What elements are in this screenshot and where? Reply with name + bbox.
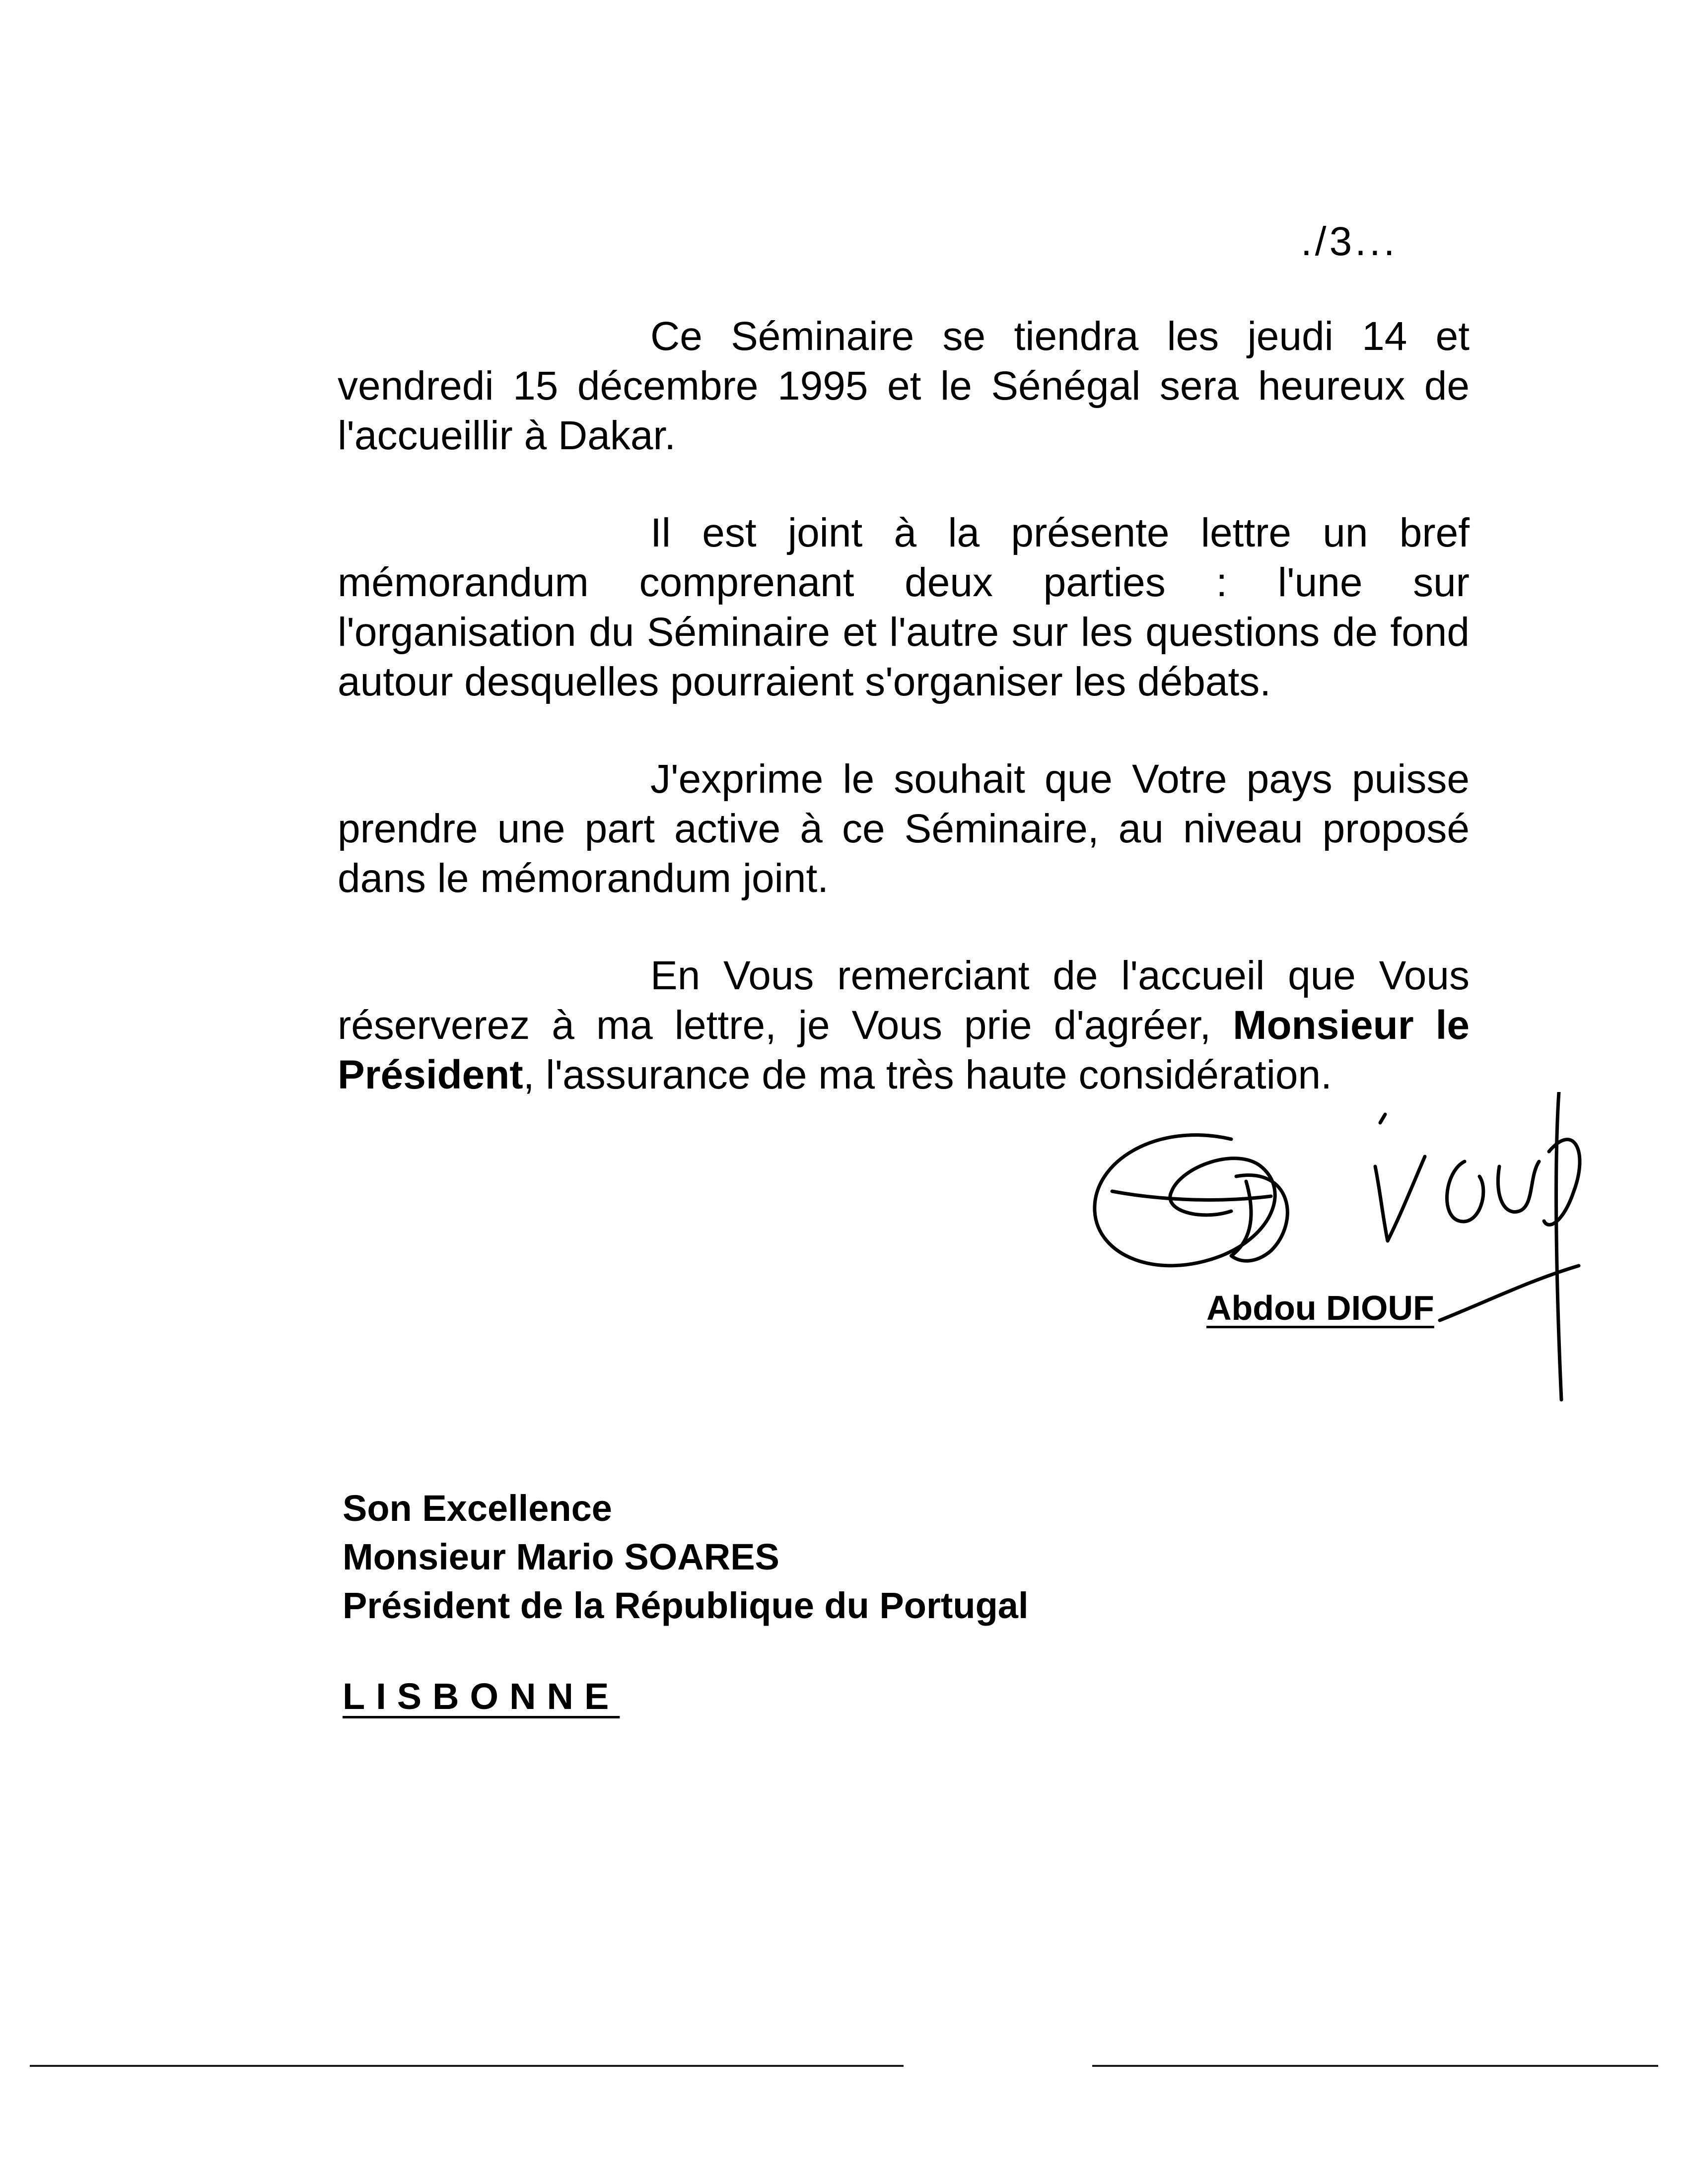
recipient-name: Monsieur Mario SOARES bbox=[343, 1536, 779, 1577]
closing-salutation: Monsieur le Président bbox=[338, 1003, 1470, 1097]
signer-name: Abdou DIOUF bbox=[1206, 1289, 1434, 1327]
signature-i-stroke bbox=[1375, 1157, 1425, 1241]
signature-u-stroke bbox=[1498, 1161, 1539, 1212]
paragraph-closing bbox=[338, 951, 1470, 1100]
signature-f-stroke bbox=[1556, 1092, 1561, 1400]
recipient-city: LISBONNE bbox=[343, 1676, 620, 1717]
closing-text-end: , l'assurance de ma très haute considération. bbox=[523, 1052, 1332, 1097]
footer-rule-right bbox=[1092, 2065, 1658, 2067]
signature-accent bbox=[1380, 1114, 1385, 1123]
recipient-title: Son Excellence bbox=[343, 1488, 612, 1529]
page-number: ./3... bbox=[1301, 219, 1398, 264]
letter-body bbox=[338, 312, 1470, 1148]
closing-text-start: En Vous remerciant de l'accueil que Vous réserverez à ma lettre, je Vous prie d'agréer, bbox=[338, 953, 1470, 1048]
paragraph-participation: J'exprime le souhait que Votre pays puisse prendre une part active à ce Séminaire, au niveau proposé dans le mémorandum joint. bbox=[338, 756, 1470, 901]
signature-o-stroke bbox=[1447, 1161, 1483, 1222]
paragraph-seminar-date: Ce Séminaire se tiendra les jeudi 14 et vendredi 15 décembre 1995 et le Sénégal sera heureux de l'accueillir à Dakar. bbox=[338, 314, 1470, 458]
paragraph-memorandum: Il est joint à la présente lettre un bref mémorandum comprenant deux parties : l'une sur l'organisation du Séminaire et l'autre sur les questions de fond autour desquelles pourraient s'organiser les débats. bbox=[338, 510, 1470, 704]
recipient-block bbox=[343, 1484, 1029, 1630]
signature-d-stroke bbox=[1231, 1175, 1287, 1261]
recipient-position: Président de la République du Portugal bbox=[343, 1585, 1029, 1626]
footer-rule-left bbox=[30, 2065, 904, 2067]
handwritten-signature bbox=[1082, 1092, 1618, 1420]
signature-f-hook bbox=[1544, 1140, 1580, 1225]
